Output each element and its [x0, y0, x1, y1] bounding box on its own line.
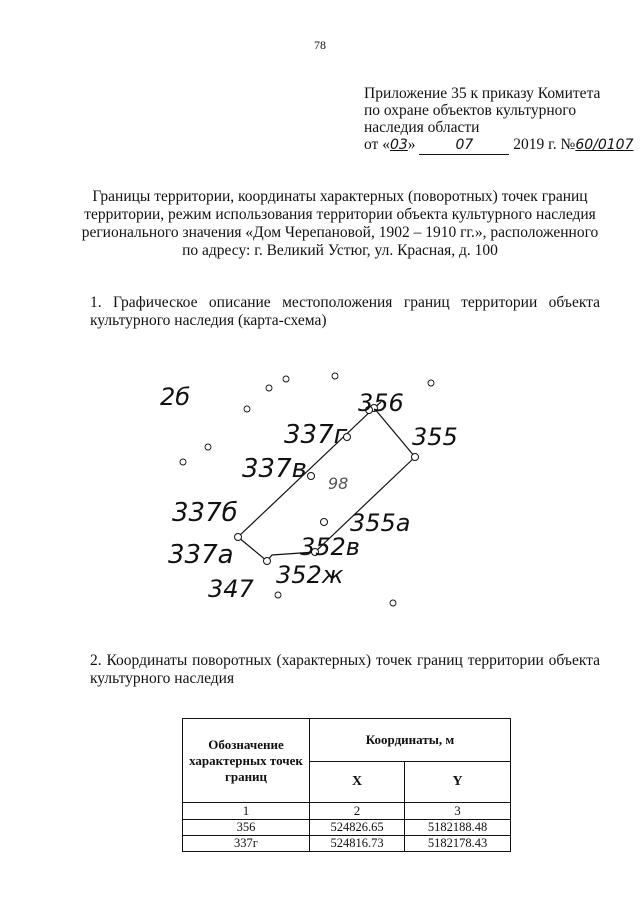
map-label: 352ж — [276, 561, 344, 589]
column-header-point: Обозначение характерных точек границ — [183, 719, 310, 803]
boundary-point — [308, 473, 315, 480]
appendix-line-3: наследия области — [364, 119, 480, 136]
column-index: 1 — [183, 803, 310, 820]
boundary-point — [412, 454, 419, 461]
document-heading: Границы территории, координаты характерных (поворотных) точек границ территории, режим использования территории объекта культурного наследия регионального значения «Дом Черепановой, 1902 – 1910 гг.», расположенного по адресу: г. Великий Устюг, ул. Красная, д. 100 — [81, 188, 599, 259]
table-row — [183, 836, 511, 852]
survey-marker — [332, 373, 338, 379]
survey-marker — [283, 376, 289, 382]
year-text: 2019 г. № — [513, 136, 576, 153]
survey-marker — [266, 385, 272, 391]
survey-marker — [244, 406, 250, 412]
column-header-x: X — [310, 762, 405, 803]
section-2-title: 2. Координаты поворотных (характерных) точек границ территории объекта культурного наследия — [90, 652, 600, 687]
boundary-point — [321, 519, 328, 526]
y-value: 5182188.48 — [405, 820, 511, 836]
point-name: 356 — [183, 820, 310, 836]
column-index: 3 — [405, 803, 511, 820]
map-label: 355а — [350, 509, 411, 537]
table-row — [183, 820, 511, 836]
boundary-point — [235, 534, 242, 541]
appendix-block — [364, 85, 634, 155]
map-label: 2б — [160, 383, 191, 411]
survey-marker — [275, 592, 281, 598]
boundary-point — [264, 558, 271, 565]
map-label: 337г — [284, 420, 348, 450]
appendix-date-line — [364, 136, 634, 155]
site-map — [150, 365, 490, 610]
survey-marker — [390, 600, 396, 606]
coordinates-table — [182, 718, 511, 852]
date-month: 07 — [419, 137, 509, 155]
map-label: 347 — [208, 575, 254, 603]
date-mid: » — [407, 136, 416, 153]
survey-marker — [205, 444, 211, 450]
section-1-title: 1. Графическое описание местоположения границ территории объекта культурного наследия (карта-схема) — [90, 294, 600, 329]
y-value: 5182178.43 — [405, 836, 511, 852]
column-header-y: Y — [405, 762, 511, 803]
column-index: 2 — [310, 803, 405, 820]
map-label: 337а — [168, 540, 234, 570]
appendix-line-2: по охране объектов культурного — [364, 102, 577, 119]
x-value: 524826.65 — [310, 820, 405, 836]
map-label: 355 — [412, 423, 458, 451]
date-day: 03 — [389, 137, 408, 153]
map-label: 356 — [358, 389, 404, 417]
appendix-line-1: Приложение 35 к приказу Комитета — [364, 85, 601, 102]
map-label: 352в — [300, 533, 360, 561]
survey-marker — [428, 380, 434, 386]
date-prefix: от « — [364, 136, 390, 153]
map-label: 337б — [172, 498, 238, 528]
column-index-row — [183, 803, 511, 820]
order-number: 60/0107 — [575, 137, 634, 153]
column-header-coordinates: Координаты, м — [310, 719, 511, 762]
survey-marker — [180, 459, 186, 465]
page-number: 78 — [314, 38, 326, 52]
point-name: 337г — [183, 836, 310, 852]
map-label: 98 — [328, 474, 349, 493]
map-label: 337в — [242, 454, 307, 484]
x-value: 524816.73 — [310, 836, 405, 852]
